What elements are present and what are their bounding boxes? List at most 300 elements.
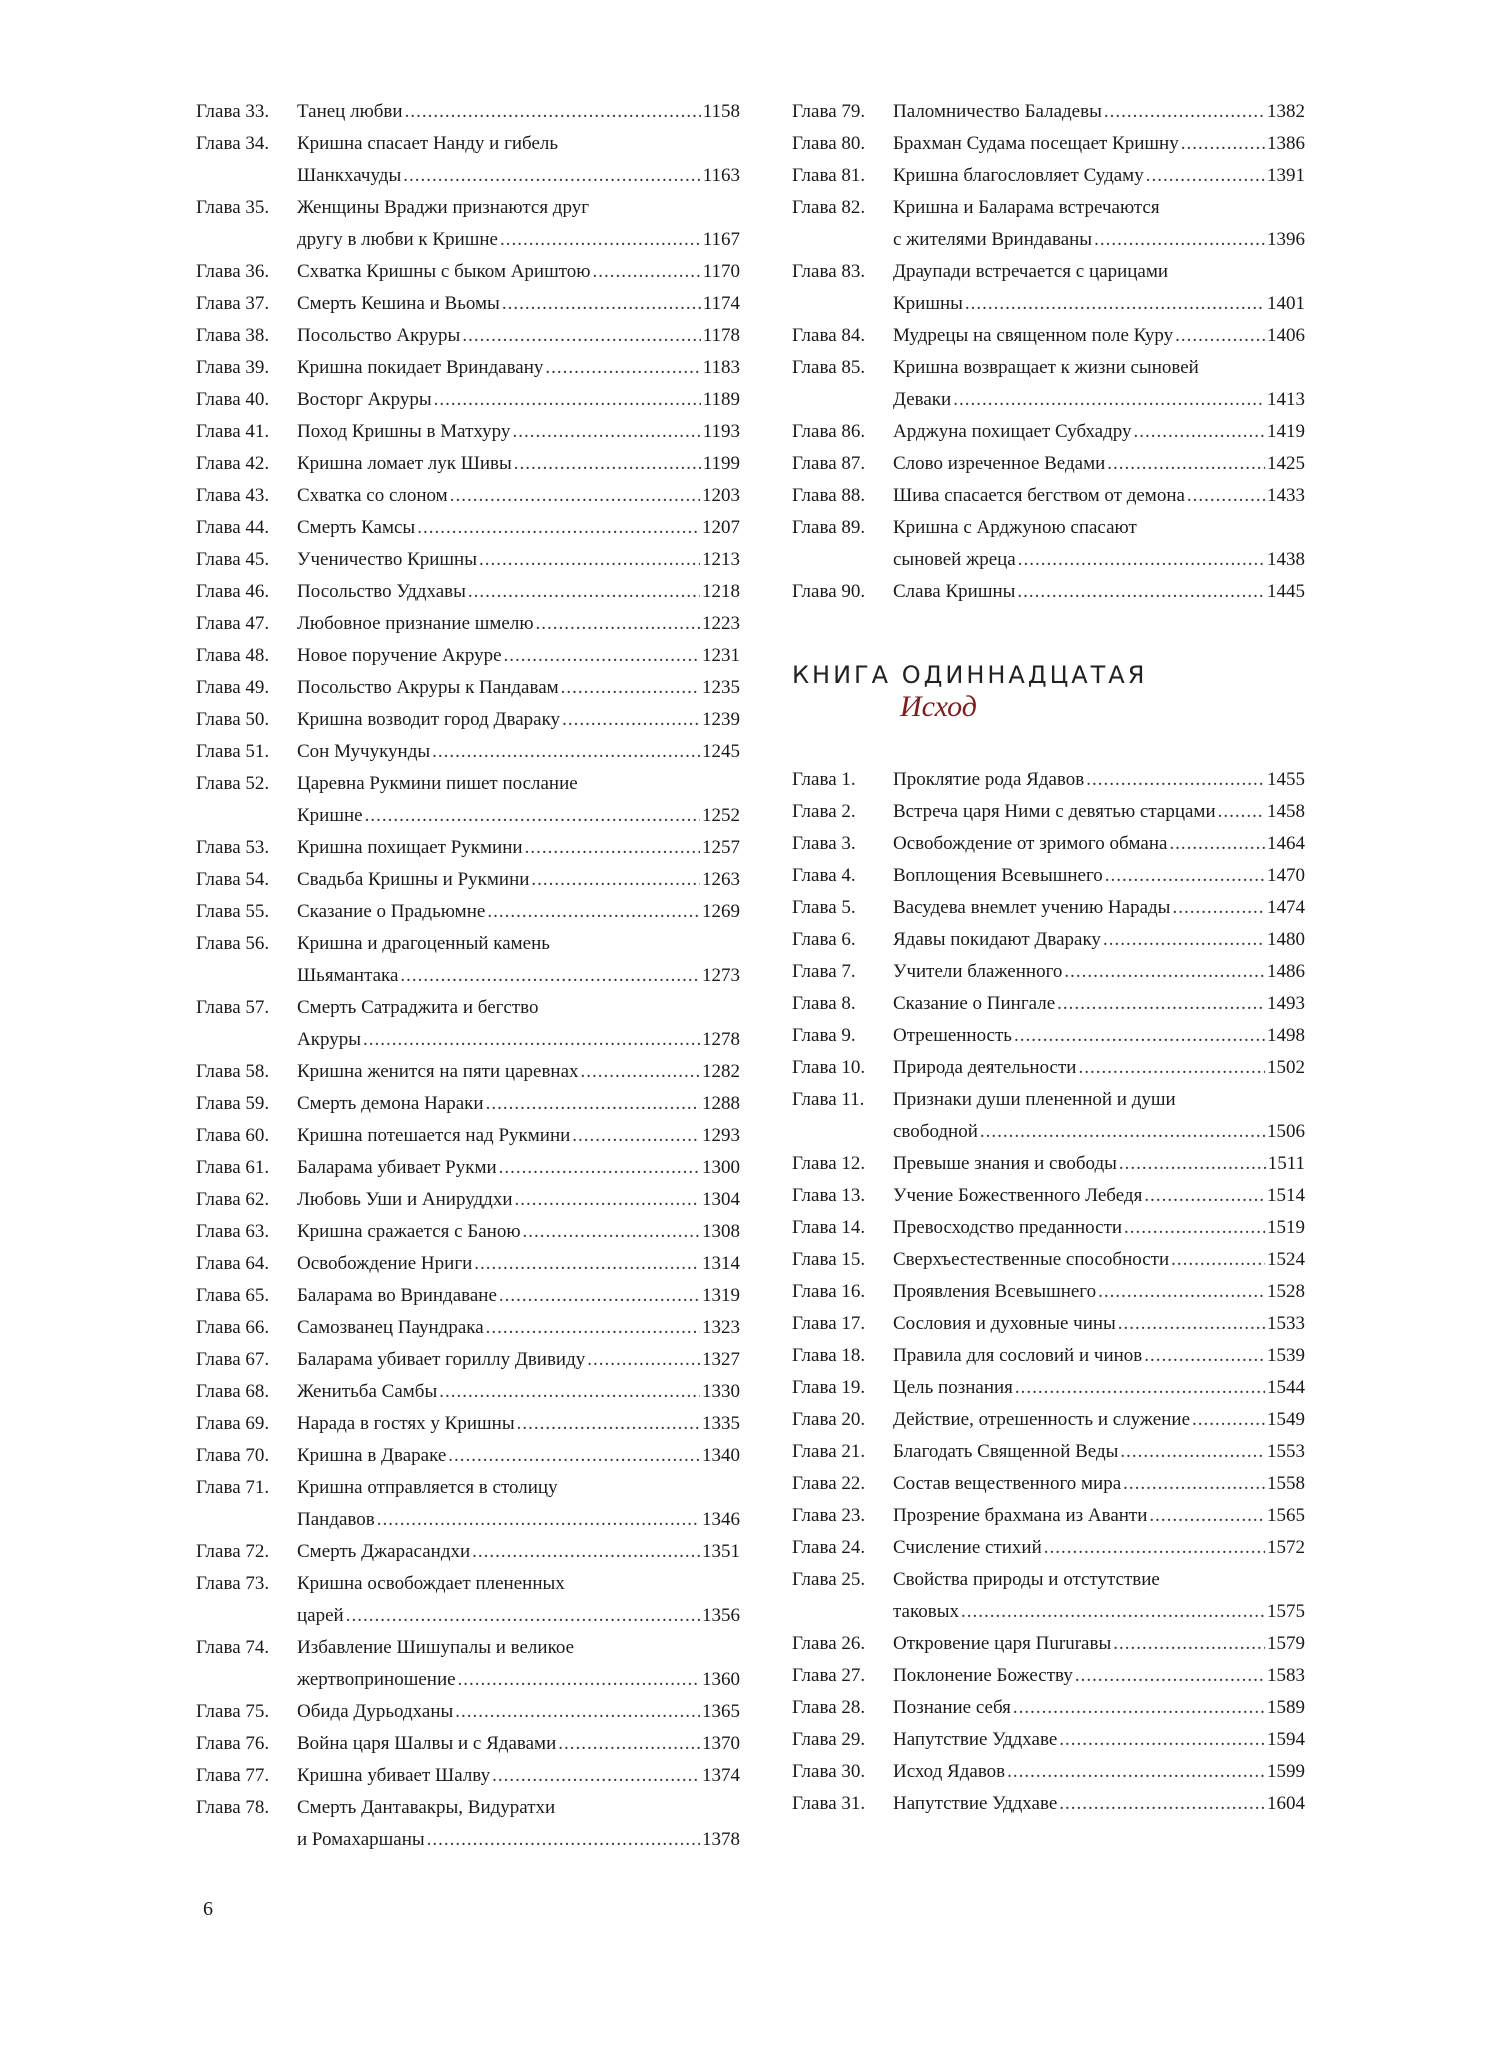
chapter-label: Глава 85. [792, 357, 866, 378]
chapter-title: Кришна убивает Шалву [297, 1765, 491, 1786]
chapter-body [297, 384, 740, 416]
chapter-label: Глава 69. [196, 1413, 270, 1434]
toc-entry [792, 1180, 1305, 1212]
chapter-body [297, 1280, 740, 1312]
chapter-title: Кришна сражается с Баною [297, 1221, 521, 1242]
chapter-title-row [893, 96, 1305, 128]
dot-leader [1134, 416, 1265, 448]
chapter-title-row [893, 1308, 1305, 1340]
chapter-title: жертвоприношение [297, 1669, 456, 1690]
toc-entry [196, 1184, 740, 1216]
chapter-label: Глава 72. [196, 1541, 270, 1562]
dot-leader [581, 1056, 700, 1088]
chapter-body [297, 640, 740, 672]
dot-leader [558, 1728, 700, 1760]
chapter-title-row [297, 224, 740, 256]
chapter-body [297, 1760, 740, 1792]
toc-entry [196, 704, 740, 736]
chapter-title-row [297, 1056, 740, 1088]
dot-leader [1044, 1532, 1265, 1564]
chapter-title-row [297, 1088, 740, 1120]
chapter-title: Сословия и духовные чины [893, 1313, 1116, 1334]
chapter-title: Поход Кришны в Матхуру [297, 421, 511, 442]
toc-entry [792, 1724, 1305, 1756]
chapter-title-row [893, 576, 1305, 608]
chapter-title-row [297, 672, 740, 704]
toc-entry [792, 828, 1305, 860]
chapter-title-row [297, 544, 740, 576]
toc-entry [792, 1692, 1305, 1724]
dot-leader [504, 640, 700, 672]
chapter-title-row [893, 828, 1305, 860]
chapter-body [893, 1532, 1305, 1564]
page-ref: 1391 [1267, 165, 1305, 186]
chapter-label: Глава 50. [196, 709, 270, 730]
chapter-title: Кришна в Двараке [297, 1445, 447, 1466]
dot-leader [1146, 160, 1265, 192]
chapter-title-row [297, 1824, 740, 1856]
chapter-title: Ядавы покидают Двараку [893, 929, 1101, 950]
page-ref: 1458 [1267, 801, 1305, 822]
chapter-label: Глава 4. [792, 865, 856, 886]
page-ref: 1340 [702, 1445, 740, 1466]
toc-entry [196, 1248, 740, 1280]
chapter-label: Глава 38. [196, 325, 270, 346]
dot-leader [1172, 892, 1265, 924]
chapter-title: Кришна ломает лук Шивы [297, 453, 512, 474]
chapter-body [893, 1212, 1305, 1244]
chapter-body [893, 1052, 1305, 1084]
chapter-body [297, 1376, 740, 1408]
dot-leader [587, 1344, 700, 1376]
chapter-title-row [297, 736, 740, 768]
chapter-title: Схватка Кришны с быком Ариштою [297, 261, 591, 282]
chapter-body [893, 1308, 1305, 1340]
dot-leader [439, 1376, 700, 1408]
chapter-title-row [297, 576, 740, 608]
page-ref: 1193 [702, 421, 740, 442]
toc-entry [792, 192, 1305, 256]
chapter-body [297, 1216, 740, 1248]
page-ref: 1419 [1267, 421, 1305, 442]
dot-leader [458, 1664, 700, 1696]
page-ref: 1288 [702, 1093, 740, 1114]
dot-leader [1017, 576, 1265, 608]
chapter-label: Глава 87. [792, 453, 866, 474]
chapter-body [893, 828, 1305, 860]
chapter-label: Глава 12. [792, 1153, 866, 1174]
chapter-title: Отрешенность [893, 1025, 1012, 1046]
page-ref: 1572 [1267, 1537, 1305, 1558]
toc-entry [792, 1436, 1305, 1468]
chapter-title: Цель познания [893, 1377, 1013, 1398]
chapter-title-row [297, 896, 740, 928]
chapter-label: Глава 39. [196, 357, 270, 378]
chapter-title: с жителями Вриндаваны [893, 229, 1093, 250]
page-ref: 1356 [702, 1605, 740, 1626]
toc-entry [196, 1376, 740, 1408]
chapter-body [893, 512, 1305, 576]
chapter-body [893, 480, 1305, 512]
toc-entry [792, 1468, 1305, 1500]
chapter-body [893, 1564, 1305, 1628]
toc-entry [792, 256, 1305, 320]
dot-leader [486, 1088, 700, 1120]
chapter-title: Баларама убивает гориллу Двивиду [297, 1349, 586, 1370]
book-subtitle: Исход [900, 690, 977, 723]
chapter-title-row [893, 1788, 1305, 1820]
dot-leader [1144, 1340, 1265, 1372]
dot-leader [1059, 1724, 1265, 1756]
chapter-title-line: Смерть Дантавакры, Видуратхи [297, 1797, 556, 1818]
chapter-label: Глава 63. [196, 1221, 270, 1242]
page-ref: 1386 [1267, 133, 1305, 154]
chapter-title-row [297, 416, 740, 448]
chapter-title-row [893, 1340, 1305, 1372]
toc-entry [196, 1216, 740, 1248]
chapter-title: Новое поручение Акруре [297, 645, 502, 666]
chapter-title-row [297, 832, 740, 864]
page-ref: 1378 [702, 1829, 740, 1850]
chapter-title: Посольство Уддхавы [297, 581, 466, 602]
toc-entry [196, 576, 740, 608]
dot-leader [455, 1696, 700, 1728]
chapter-title-row [893, 1180, 1305, 1212]
chapter-body [297, 1152, 740, 1184]
chapter-title-row [297, 256, 740, 288]
chapter-title: Напутствие Уддхаве [893, 1793, 1058, 1814]
chapter-title-row [297, 1664, 740, 1696]
chapter-body [297, 512, 740, 544]
page-ref: 1167 [702, 229, 740, 250]
chapter-title-row [893, 1532, 1305, 1564]
toc-entry [196, 928, 740, 992]
chapter-title-row [893, 1052, 1305, 1084]
chapter-title-row [893, 1692, 1305, 1724]
chapter-title-row [893, 480, 1305, 512]
chapter-label: Глава 65. [196, 1285, 270, 1306]
chapter-body [297, 1248, 740, 1280]
chapter-label: Глава 31. [792, 1793, 866, 1814]
chapter-body [297, 704, 740, 736]
chapter-body [297, 1568, 740, 1632]
chapter-body [297, 1344, 740, 1376]
chapter-title-row [893, 1372, 1305, 1404]
chapter-body [893, 1404, 1305, 1436]
dot-leader [523, 1216, 700, 1248]
dot-leader [1181, 128, 1265, 160]
page-ref: 1406 [1267, 325, 1305, 346]
chapter-title-row [893, 1020, 1305, 1052]
chapter-body [297, 736, 740, 768]
chapter-body [893, 1276, 1305, 1308]
chapter-title-row [893, 128, 1305, 160]
page-ref: 1170 [702, 261, 740, 282]
dot-leader [1013, 1692, 1265, 1724]
chapter-body [297, 576, 740, 608]
page-ref: 1604 [1267, 1793, 1305, 1814]
page-ref: 1493 [1267, 993, 1305, 1014]
chapter-title-row [893, 1628, 1305, 1660]
toc-entry [792, 924, 1305, 956]
chapter-title: Сказание о Прадьюмне [297, 901, 486, 922]
chapter-title-row [893, 1148, 1305, 1180]
chapter-label: Глава 17. [792, 1313, 866, 1334]
chapter-title: Сон Мучукунды [297, 741, 431, 762]
toc-entry [792, 1660, 1305, 1692]
toc-entry [792, 796, 1305, 828]
page-ref: 1269 [702, 901, 740, 922]
toc-entry [196, 288, 740, 320]
chapter-title: Воплощения Всевышнего [893, 865, 1103, 886]
dot-leader [487, 896, 700, 928]
chapter-title: Арджуна похищает Субхадру [893, 421, 1132, 442]
chapter-label: Глава 41. [196, 421, 270, 442]
chapter-title-line: Кришна спасает Нанду и гибель [297, 133, 559, 154]
page-ref: 1396 [1267, 229, 1305, 250]
dot-leader [462, 320, 700, 352]
chapter-title-line: Кришна и драгоценный камень [297, 933, 550, 954]
dot-leader [517, 1408, 700, 1440]
chapter-label: Глава 40. [196, 389, 270, 410]
chapter-label: Глава 70. [196, 1445, 270, 1466]
dot-leader [479, 544, 700, 576]
chapter-body [893, 1436, 1305, 1468]
chapter-label: Глава 68. [196, 1381, 270, 1402]
chapter-label: Глава 11. [792, 1089, 865, 1110]
toc-entry [196, 512, 740, 544]
chapter-title: Шива спасается бегством от демона [893, 485, 1185, 506]
chapter-title-row [297, 1696, 740, 1728]
chapter-title-row [297, 1120, 740, 1152]
chapter-title-row [297, 1408, 740, 1440]
chapter-title-row [297, 96, 740, 128]
chapter-title-row [297, 1760, 740, 1792]
toc-entry [792, 128, 1305, 160]
chapter-title: Исход Ядавов [893, 1761, 1006, 1782]
chapter-label: Глава 57. [196, 997, 270, 1018]
toc-entry [792, 1244, 1305, 1276]
chapter-label: Глава 20. [792, 1409, 866, 1430]
dot-leader [434, 384, 701, 416]
chapter-title-row [297, 1504, 740, 1536]
dot-leader [499, 1280, 700, 1312]
dot-leader [450, 480, 700, 512]
toc-entry [196, 1312, 740, 1344]
chapter-body [297, 1728, 740, 1760]
chapter-title: Смерть Камсы [297, 517, 416, 538]
chapter-label: Глава 55. [196, 901, 270, 922]
dot-leader [592, 256, 700, 288]
chapter-label: Глава 35. [196, 197, 270, 218]
chapter-body [893, 448, 1305, 480]
page-ref: 1579 [1267, 1633, 1305, 1654]
page-ref: 1231 [702, 645, 740, 666]
page-ref: 1438 [1267, 549, 1305, 570]
chapter-label: Глава 16. [792, 1281, 866, 1302]
dot-leader [1118, 1308, 1265, 1340]
chapter-title-line: Кришна отправляется в столицу [297, 1477, 558, 1498]
chapter-title-row [893, 764, 1305, 796]
toc-entry [196, 96, 740, 128]
chapter-title-line: Кришна освобождает плененных [297, 1573, 565, 1594]
chapter-title-row [297, 1312, 740, 1344]
toc-entry [196, 896, 740, 928]
page-ref: 1239 [702, 709, 740, 730]
chapter-title-row [893, 1596, 1305, 1628]
toc-entry [196, 448, 740, 480]
dot-leader [403, 160, 700, 192]
chapter-body [893, 1692, 1305, 1724]
chapter-title-row [297, 480, 740, 512]
chapter-label: Глава 71. [196, 1477, 270, 1498]
toc-entry [196, 256, 740, 288]
chapter-body [297, 480, 740, 512]
chapter-body [297, 672, 740, 704]
chapter-title-row [297, 1248, 740, 1280]
chapter-body [893, 352, 1305, 416]
toc-entry [792, 1564, 1305, 1628]
page-ref: 1514 [1267, 1185, 1305, 1206]
dot-leader [1103, 924, 1265, 956]
page-ref: 1323 [702, 1317, 740, 1338]
dot-leader [405, 96, 701, 128]
chapter-body [893, 1724, 1305, 1756]
dot-leader [1169, 828, 1265, 860]
page-ref: 1223 [702, 613, 740, 634]
chapter-body [297, 416, 740, 448]
page-ref: 1213 [702, 549, 740, 570]
chapter-body [297, 352, 740, 384]
page-ref: 1319 [702, 1285, 740, 1306]
chapter-title: Природа деятельности [893, 1057, 1077, 1078]
chapter-title-row [893, 988, 1305, 1020]
page-ref: 1351 [702, 1541, 740, 1562]
chapter-title-row [297, 1728, 740, 1760]
page-ref: 1174 [702, 293, 740, 314]
dot-leader [1120, 1436, 1265, 1468]
chapter-title-line: Смерть Сатраджита и бегство [297, 997, 539, 1018]
toc-entry [792, 1372, 1305, 1404]
toc-entry [792, 988, 1305, 1020]
toc-entry [196, 1536, 740, 1568]
chapter-label: Глава 22. [792, 1473, 866, 1494]
chapter-body [297, 96, 740, 128]
chapter-body [297, 448, 740, 480]
toc-left-column [196, 96, 740, 1856]
page-ref: 1464 [1267, 833, 1305, 854]
chapter-title: Кришне [297, 805, 363, 826]
page-ref: 1401 [1267, 293, 1305, 314]
chapter-title-row [297, 1024, 740, 1056]
chapter-title-row [893, 416, 1305, 448]
toc-entry [792, 1148, 1305, 1180]
chapter-title: Любовь Уши и Анируддхи [297, 1189, 513, 1210]
dot-leader [1123, 1468, 1265, 1500]
chapter-body [297, 832, 740, 864]
chapter-title: Ученичество Кришны [297, 549, 477, 570]
chapter-title-row [893, 1500, 1305, 1532]
dot-leader [1187, 480, 1265, 512]
chapter-title-row [893, 448, 1305, 480]
toc-entry [196, 1696, 740, 1728]
toc-entry [792, 1628, 1305, 1660]
chapter-body [893, 320, 1305, 352]
dot-leader [545, 352, 700, 384]
chapter-title-row [893, 924, 1305, 956]
chapter-title: Учение Божественного Лебедя [893, 1185, 1143, 1206]
chapter-body [893, 796, 1305, 828]
chapter-body [893, 256, 1305, 320]
chapter-title-line: Признаки души плененной и души [893, 1089, 1176, 1110]
chapter-label: Глава 89. [792, 517, 866, 538]
page-ref: 1565 [1267, 1505, 1305, 1526]
toc-right-book-list [792, 764, 1305, 1820]
chapter-body [297, 896, 740, 928]
chapter-title: Нарада в гостях у Кришны [297, 1413, 515, 1434]
chapter-body [893, 1628, 1305, 1660]
chapter-title: Кришна похищает Рукмини [297, 837, 523, 858]
dot-leader [1124, 1212, 1265, 1244]
toc-entry [792, 1788, 1305, 1820]
page-ref: 1575 [1267, 1601, 1305, 1622]
chapter-title: Танец любви [297, 101, 403, 122]
chapter-title: сыновей жреца [893, 549, 1016, 570]
chapter-label: Глава 90. [792, 581, 866, 602]
dot-leader [1105, 860, 1265, 892]
toc-entry [196, 1088, 740, 1120]
chapter-body [297, 768, 740, 832]
chapter-title-line: Драупади встречается с царицами [893, 261, 1169, 282]
chapter-body [893, 192, 1305, 256]
chapter-label: Глава 21. [792, 1441, 866, 1462]
chapter-title: Встреча царя Ними с девятью старцами [893, 801, 1216, 822]
chapter-title: Брахман Судама посещает Кришну [893, 133, 1179, 154]
chapter-title-row [297, 704, 740, 736]
chapter-title: Действие, отрешенность и служение [893, 1409, 1191, 1430]
chapter-title-row [297, 1216, 740, 1248]
chapter-label: Глава 47. [196, 613, 270, 634]
toc-entry [196, 352, 740, 384]
chapter-title-row [297, 608, 740, 640]
chapter-label: Глава 3. [792, 833, 856, 854]
toc-entry [792, 96, 1305, 128]
chapter-label: Глава 64. [196, 1253, 270, 1274]
toc-entry [196, 736, 740, 768]
chapter-title: Познание себя [893, 1697, 1011, 1718]
page-ref: 1549 [1267, 1409, 1305, 1430]
chapter-title-row [893, 1244, 1305, 1276]
chapter-body [893, 160, 1305, 192]
dot-leader [1075, 1660, 1265, 1692]
dot-leader [427, 1824, 700, 1856]
chapter-body [893, 860, 1305, 892]
chapter-title: Баларама во Вриндаване [297, 1285, 497, 1306]
page-ref: 1544 [1267, 1377, 1305, 1398]
toc-entry [196, 1760, 740, 1792]
dot-leader [1094, 224, 1265, 256]
dot-leader [474, 1248, 700, 1280]
chapter-body [297, 1408, 740, 1440]
page-ref: 1486 [1267, 961, 1305, 982]
chapter-title: Откровение царя Пururавы [893, 1633, 1112, 1654]
chapter-label: Глава 58. [196, 1061, 270, 1082]
chapter-label: Глава 10. [792, 1057, 866, 1078]
chapter-title: Прозрение брахмана из Аванти [893, 1505, 1148, 1526]
chapter-title-row [893, 320, 1305, 352]
chapter-body [893, 1756, 1305, 1788]
chapter-label: Глава 34. [196, 133, 270, 154]
